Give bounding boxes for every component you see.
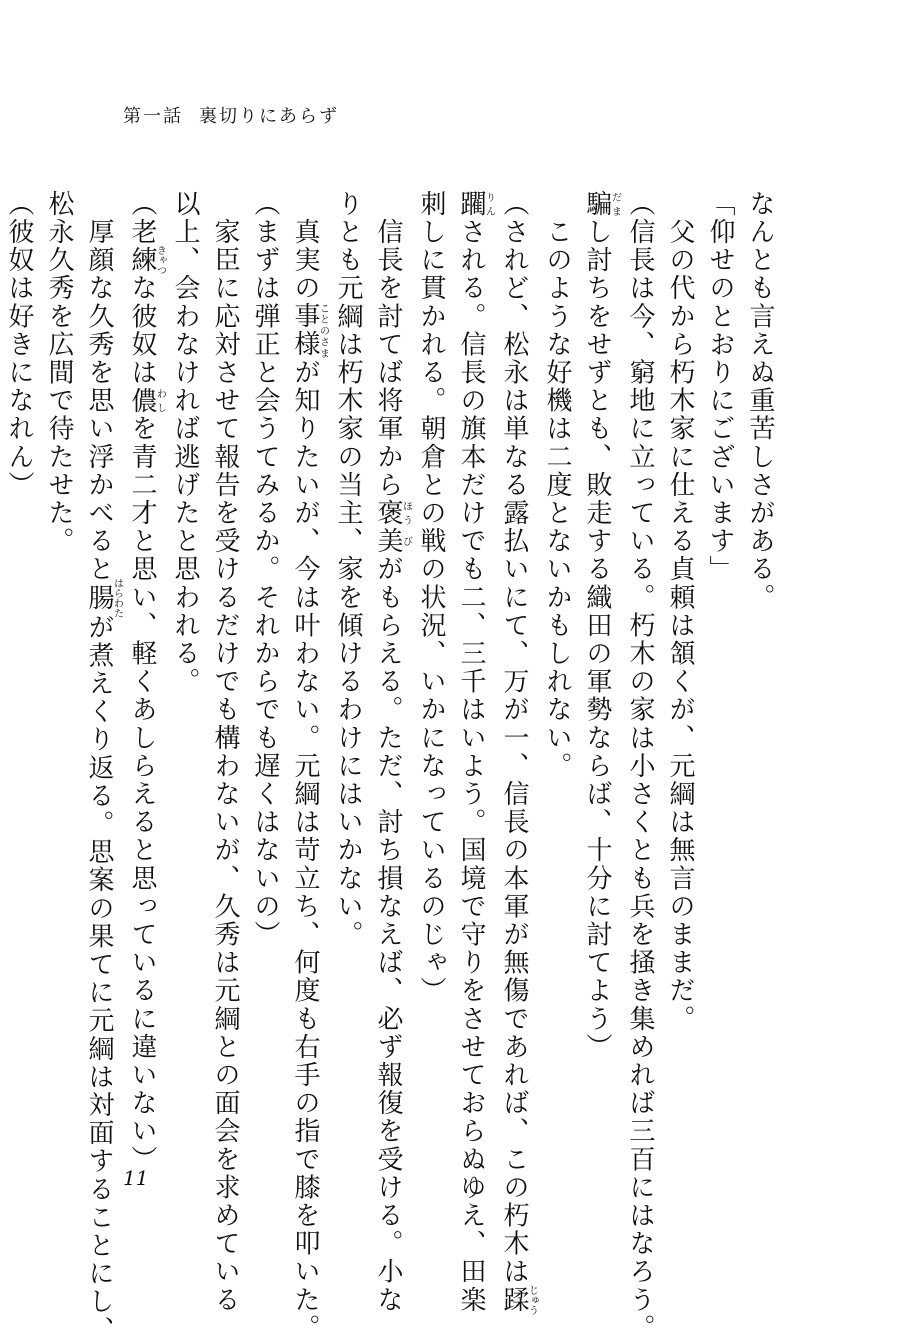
text-line: 「仰せのとおりにございます」 [705,190,735,584]
text-line: 躙りんされる。信長の旗本だけでも二、三千はいよう。国境で守りをさせておらぬゆえ、田楽 [456,190,495,1315]
ruby-annotation: 事様ことのさま [290,302,329,359]
text-line: 刺しに貫かれる。朝倉との戦の状況、いかになっているのじゃ） [416,190,446,1005]
ruby-annotation: 騙だま [582,190,621,219]
ruby-annotation: 褒ほう [373,499,412,528]
text-line: このような好機は二度とないかもしれない。 [542,190,572,781]
text-line: 松永久秀を広間で待たせた。 [44,190,74,556]
ruby-annotation: 腸はらわた [84,578,123,619]
ruby-annotation: 蹂じゅう [499,1284,538,1315]
running-head [123,102,339,128]
ruby-annotation: 躙りん [456,190,495,219]
text-line: （まずは弾正と会うてみるか。それからでも遅くはないの） [250,190,280,949]
text-line: （彼奴は好きになれん） [4,190,34,500]
ruby-annotation: 美び [373,527,412,556]
text-line: 父の代から朽木家に仕える貞頼は頷くが、元綱は無言のままだ。 [665,190,695,1033]
ruby-annotation: 儂わし [127,386,166,415]
text-line: （信長は今、窮地に立っている。朽木の家は小さくとも兵を掻き集めれば三百にはなろう。 [625,190,655,1343]
text-line: （されど、松永は単なる露払いにて、万が一、信長の本軍が無傷であれば、この朽木は蹂じゅう [499,190,538,1315]
text-line: （老練きゃつな彼奴は儂わしを青二才と思い、軽くあしらえると思っているに違いない） [127,190,166,1174]
text-line: 以上、会わなければ逃げたと思われる。 [170,190,200,696]
text-line: 家臣に応対させて報告を受けるだけでも構わないが、久秀は元綱との面会を求めている [210,190,240,1314]
text-line: 信長を討てば将軍から褒ほう美びがもらえる。ただ、討ち損なえば、必ず報復を受ける。小な [373,190,412,1315]
running-head-chapter: 第一話 [123,106,183,127]
page-number: 11 [123,1166,149,1190]
ruby-annotation: 練きゃつ [127,245,166,276]
text-line: 厚顔な久秀を思い浮かべると腸はらわたが煮えくり返る。思案の果てに元綱は対面することにし、 [84,190,123,1344]
running-head-title: 裏切りにあらず [199,106,339,127]
text-line: なんとも言えぬ重苦しさがある。 [745,190,775,612]
text-line: 真実の事様ことのさまが知りたいが、今は叶わない。元綱は苛立ち、何度も右手の指で膝を叩いた。 [290,190,329,1343]
text-line: りとも元綱は朽木家の当主、家を傾けるわけにはいかない。 [333,190,363,949]
text-line: 騙だまし討ちをせずとも、敗走する織田の軍勢ならば、十分に討てよう） [582,190,621,1062]
